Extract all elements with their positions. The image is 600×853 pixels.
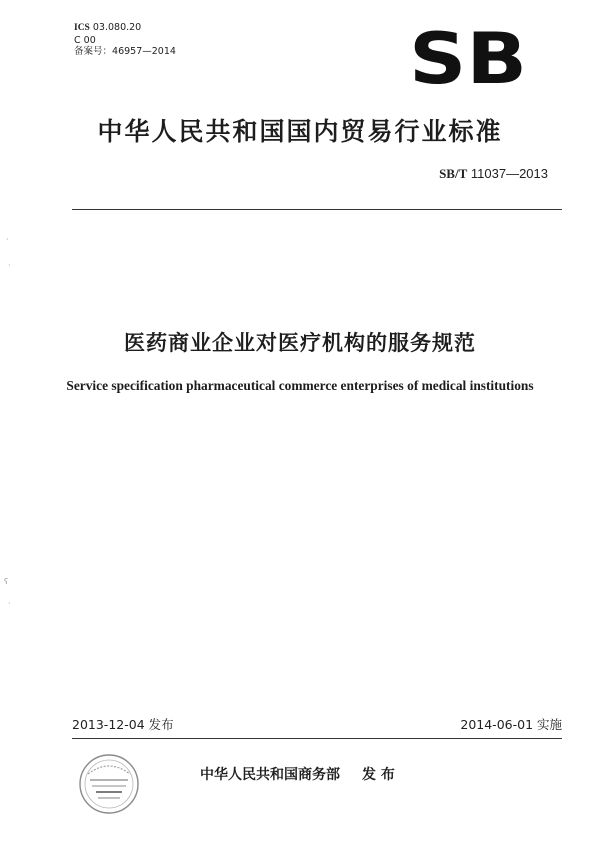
ccs-value: C 00 [74, 34, 96, 46]
filing-row [74, 46, 176, 58]
issuer-action: 发 布 [362, 767, 395, 783]
implementation-date: 2014-06-01 实施 [460, 717, 562, 732]
standard-number [439, 166, 548, 182]
filing-value: 46957—2014 [112, 46, 176, 57]
issue-date: 2013-12-04 发布 [72, 717, 174, 732]
document-title-english: Service specification pharmaceutical commerce enterprises of medical institutions [66, 378, 534, 393]
ics-value: 03.080.20 [92, 22, 142, 33]
issuer-name: 中华人民共和国商务部 [200, 767, 340, 783]
filing-label: 备案号 [74, 46, 103, 57]
scan-speck: ʕ [4, 577, 9, 586]
ics-row [74, 22, 176, 35]
ics-key: ICS [74, 23, 90, 33]
top-divider [72, 209, 562, 210]
bottom-divider [72, 738, 562, 739]
ccs-row [74, 35, 176, 47]
registration-seal [76, 752, 142, 816]
seal-stamp-icon [76, 752, 142, 816]
sb-logo-graphic [408, 26, 528, 90]
scan-speck: · [8, 599, 11, 608]
scan-speck: · [6, 235, 9, 244]
standard-number-prefix: SB/T [439, 166, 468, 181]
standard-number-value: 11037—2013 [470, 166, 548, 181]
classification-block [74, 22, 176, 58]
issuing-authority [200, 764, 395, 784]
sb-logo [408, 26, 528, 90]
document-title-chinese: 医药商业企业对医疗机构的服务规范 [124, 331, 476, 355]
filing-colon: ： [102, 46, 113, 57]
industry-standard-title: 中华人民共和国国内贸易行业标准 [97, 117, 503, 146]
scan-speck: · [8, 261, 11, 270]
sb-logo-text: SB [409, 26, 527, 90]
